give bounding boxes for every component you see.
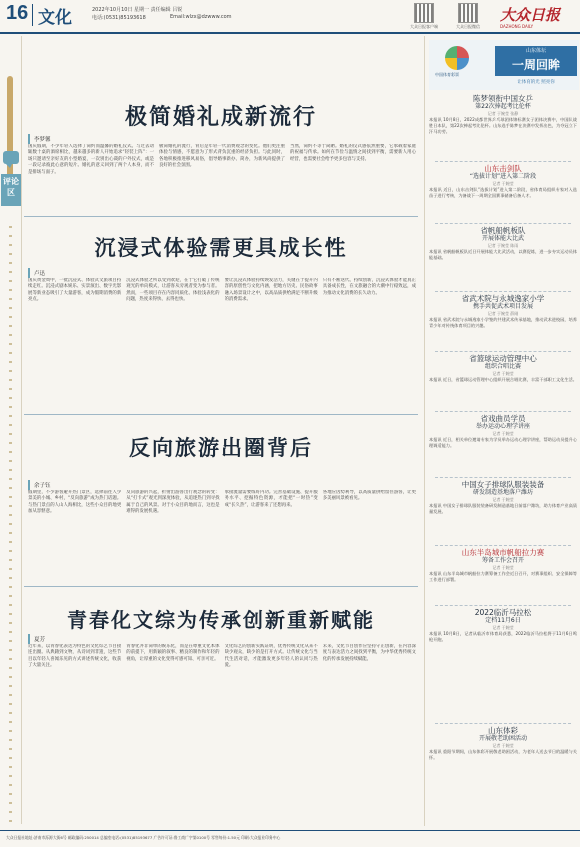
news-text: 本报讯 10月8日，2022成都世界乒乓球团体锦标赛女子团体决赛中，中国队战胜日本队，第22次捧起考比伦杯。山东选手陈梦在决赛中发挥出色，为夺冠立下汗马功劳。 (429, 117, 577, 134)
news-headline: 中国女子排球队服装装备 (461, 480, 545, 489)
news-subheadline: “选拔计划”进入第二阶段 (469, 173, 537, 180)
article-title: 极简婚礼成新流行 (124, 104, 317, 130)
page-header (0, 0, 580, 34)
weekly-title-box (495, 46, 577, 76)
article-byline: 李梦馨 (28, 134, 55, 144)
brief-divider (435, 545, 571, 546)
news-subheadline: 筹备工作会召开 (481, 557, 524, 564)
news-byline: 记者 于婉莹 (492, 181, 514, 186)
news-byline: 记者 于婉莹 (492, 565, 514, 570)
article-column: 假期里，不少游客避开热门景区，选择前往人少景美的小城、乡村，“反向旅游”成为热门话题。与热门景点的人山人海相比，这些小众目的地更加从容惬意。 (28, 490, 122, 515)
article (24, 590, 418, 826)
brief-divider (435, 477, 571, 478)
date-line: 2022年10月10日 星期一 责任编辑 吕锐 (92, 7, 183, 13)
news-brief (429, 608, 577, 721)
lottery-logo-text: 中国体育彩票 (435, 72, 459, 77)
article-title: 反向旅游出圈背后 (129, 435, 313, 460)
news-byline: 记者 于婉莹 (492, 431, 514, 436)
article-column: 青春化并非简单的娱乐化，而是在尊重文化本体的前提下，用新颖的叙事、精良的制作和年轻的视角，让厚重的文化变得可感可知、可亲可近。 (126, 644, 220, 662)
news-byline: 记者 于婉莹 (492, 625, 514, 630)
news-text: 本报讯 近日，相关单位邀请专家为学员举办运动心理学讲座，帮助运动员提升心理调适能力。 (429, 437, 577, 448)
news-text: 本报讯 山东半岛城市帆船拉力赛筹备工作会近日召开，对赛事组织、安全保障等工作进行部署。 (429, 571, 577, 582)
email-line: Email:wlzx@dzwww.com (170, 14, 232, 20)
brief-divider (435, 291, 571, 292)
news-subheadline: 定档11月6日 (485, 617, 521, 624)
article-byline: 夏芳 (28, 634, 49, 644)
article-body (28, 278, 416, 408)
news-brief (429, 226, 577, 285)
qr-code-icon (458, 3, 478, 23)
news-subheadline: 第22次捧起考比伦杯 (475, 103, 531, 110)
article-column: 承接流量需要练好内功。完善基础设施、提升服务水平、挖掘特色资源，才能把“一时热”变成“长久热”，让游客来了还想再来。 (224, 490, 318, 508)
news-brief (429, 164, 577, 215)
news-headline: 陈梦领衔中国女乒 (473, 94, 533, 103)
news-subheadline: 开展体能大比武 (481, 235, 524, 242)
brief-divider (435, 351, 571, 352)
article (24, 38, 418, 214)
qr-right-caption: 大众日报微信 (456, 24, 480, 29)
weekly-kicker: 山东体坛 (525, 48, 546, 54)
news-byline: 记者 于婉莹 陈雨 (487, 243, 519, 248)
page-footer: 大众日报社地址:济南市泺源大街6号 邮政编码:250014 总编室电话:(0531)85193677 广告许可证:鲁工商广字第0100号 零售每份:1.50元 印刷:大众报业印务中心 (0, 830, 580, 847)
news-brief (429, 726, 577, 819)
article-column: 国庆假期，不少年轻人选择了简约而温馨的婚礼仪式。与过去动辄数十桌的酒席相比，越来越多的新人开始追求“轻装上阵”：一场只邀请至亲好友的小型婚宴，一次别出心裁的户外仪式，或是一段记录彼此心意的短片。婚礼的意义回到了两个人本身，而不是排场与面子。 (28, 144, 154, 175)
news-headline: 省戏曲员学员 (480, 414, 526, 423)
weekly-title: 一周回眸 (511, 58, 560, 72)
news-byline: 记者 于婉莹 (492, 371, 514, 376)
news-text: 本报讯 10月8日，记者从临沂市体育局获悉，2022临沂马拉松将于11月6日鸣枪开跑。 (429, 631, 577, 642)
article-column: 近年来，以青春化表达为特色的文化综艺节目接连出圈。从典籍到文物，从诗词到非遗，这些节目以年轻人喜闻乐见的方式讲述传统文化，收获了大量关注。 (28, 644, 122, 669)
article-body (28, 490, 416, 582)
brand-slogan: 让体育的光 照亮你 (517, 80, 555, 85)
news-headline: 省篮球运动管理中心 (469, 354, 537, 363)
news-headline: 省帆船帆板队 (480, 226, 526, 235)
qr-code-icon (414, 3, 434, 23)
left-rail (0, 36, 22, 824)
news-text: 本报讯 中国女子排球队服装装备研发制造基地日前落户潍坊，助力体育产业高质量发展。 (429, 503, 577, 514)
news-headline: 2022临沂马拉松 (474, 608, 532, 617)
article-column: 反向旅游的兴起，折射出游客出行观念的转变：从“打卡式”观光到深度体验，从追逐热门到寻找属于自己的风景。对于小众目的地而言，这也是难得的发展机遇。 (126, 490, 220, 515)
news-brief (429, 480, 577, 533)
article-byline: 余子钰 (28, 480, 55, 490)
news-text: 本报讯 省武术院与永城逸家小学签约共建武术传承基地，推动武术进校园，培养青少年对传统体育项目的兴趣。 (429, 317, 577, 328)
header-divider (32, 4, 33, 26)
masthead-logo: 大众日报 (500, 6, 561, 24)
article-byline: 卢迅 (28, 268, 49, 278)
article-column: 未来，文化节目创作应坚持守正创新，在内容深度与表达活力之间找到平衡，为中华优秀传统文化的传承发展持续赋能。 (322, 644, 416, 662)
article-column: 沉浸式体验之所以受到欢迎，在于它打破了传统观光的单向模式，让游客从旁观者变为参与者。然而，一些项目存在内容同质化、体验浅表化的问题，热度来得快、去得也快。 (126, 278, 220, 303)
page-number: 16 (6, 2, 29, 24)
article-column: 各地应因势利导，以高质量供给留住游客，让更多美丽风景被看见。 (322, 490, 416, 502)
article (24, 418, 418, 584)
news-byline: 记者 于婉莹 (492, 743, 514, 748)
article-column: 只有不断迭代、持续创新，沉浸式体验才能真正具备成长性，在文旅融合的大潮中行稳致远，成为推动文化消费的长久动力。 (322, 278, 416, 296)
brief-divider (435, 605, 571, 606)
article-body (28, 144, 416, 212)
news-byline: 记者 于婉莹 薛刚 (487, 311, 519, 316)
news-subheadline: 开展敬老助困活动 (478, 735, 527, 742)
rail-ornament (9, 226, 12, 826)
news-subheadline: 携手共促武术项目发展 (472, 303, 533, 310)
article-column: 国庆黄金周中，一批沉浸式、体验式文旅项目持续走红。沉浸式剧本娱乐、实景演出、数字光影展等新业态吸引了大量游客，成为假期消费的新亮点。 (28, 278, 122, 303)
news-brief (429, 294, 577, 343)
news-headline: 省武术院与永城逸家小学 (461, 294, 545, 303)
article-body (28, 644, 416, 824)
lottery-logo-icon (445, 46, 469, 70)
news-byline: 记者 于婉莹 (492, 497, 514, 502)
article-title: 沉浸式体验需更具成长性 (94, 235, 348, 260)
speech-bubble-icon (3, 151, 19, 164)
news-text: 本报讯 近日，山东击剑队“选拔计划”进入第二阶段，省体育局组织专家对入选苗子进行考核，为备战下一周期全国赛事储备后备人才。 (429, 187, 577, 198)
news-brief (429, 414, 577, 463)
news-subheadline: 研发制造基地落户潍坊 (472, 489, 533, 496)
news-subheadline: 组织合唱比赛 (484, 363, 521, 370)
news-headline: 山东半岛城市帆船拉力赛 (461, 548, 545, 557)
section-divider (24, 414, 418, 415)
article-title: 青春化文综为传承创新重新赋能 (67, 608, 375, 632)
section-divider (24, 216, 418, 217)
news-byline: 记者 于婉莹 张静 (487, 111, 519, 116)
news-brief (429, 354, 577, 403)
article-column: 当然，简约不等于简陋。婚礼的仪式感依然重要，它承载着家庭的祝福与传承。如何在节俭与温情之间找到平衡，需要新人用心经营，也需要社会给予更多包容与支持。 (290, 144, 416, 162)
article-column: 要让沉浸式体验持续焕发活力，关键在于提升内容的原创性与文化内涵，把地方历史、民俗故事融入场景设计之中，以高品质供给满足不断升级的消费需求。 (224, 278, 318, 303)
section-divider (24, 586, 418, 587)
masthead-sub: DAZHONG DAILY (500, 24, 534, 29)
phone-line: 电话:(0531)85193618 (92, 15, 146, 21)
section-title: 文化 (38, 8, 72, 28)
article (24, 220, 418, 410)
qr-left-caption: 大众日报客户端 (410, 24, 438, 29)
news-brief (429, 548, 577, 597)
news-subheadline: 举办运动心理学讲座 (475, 423, 530, 430)
sports-brand-banner (429, 40, 579, 90)
article-column: 文化综艺的创新实践证明，优秀传统文化从来不缺少观众，缺少的是打开方式。让传统文化与当代生活对话，才能激发更多年轻人的认同与热爱。 (224, 644, 318, 669)
brief-divider (435, 223, 571, 224)
news-text: 本报讯 重阳节期间，山东体彩开展敬老助困活动，为老年人送去节日的温暖与关怀。 (429, 749, 577, 760)
column-tag: 评论区 (1, 174, 21, 206)
news-brief (429, 94, 577, 149)
sports-weekly-column (424, 36, 578, 826)
news-text: 本报讯 近日，省篮球运动管理中心组织开展合唱比赛，丰富干部职工文化生活。 (429, 377, 577, 382)
news-headline: 山东体彩 (488, 726, 518, 735)
brief-divider (435, 161, 571, 162)
news-text: 本报讯 省帆船帆板队近日开展体能大比武活动，以赛促练，进一步夯实运动员体能基础。 (429, 249, 577, 260)
brief-divider (435, 411, 571, 412)
news-headline: 山东击剑队 (484, 164, 522, 173)
brief-divider (435, 723, 571, 724)
article-column: 极简婚礼的流行，背后是年轻一代消费观念的变化。他们更注重体验与情感，不愿意为了形式背负沉重的经济负担。与此同时，各地积极推进移风易俗，倡导婚事新办、简办，为新风尚提供了良好的社会氛围。 (159, 144, 285, 169)
